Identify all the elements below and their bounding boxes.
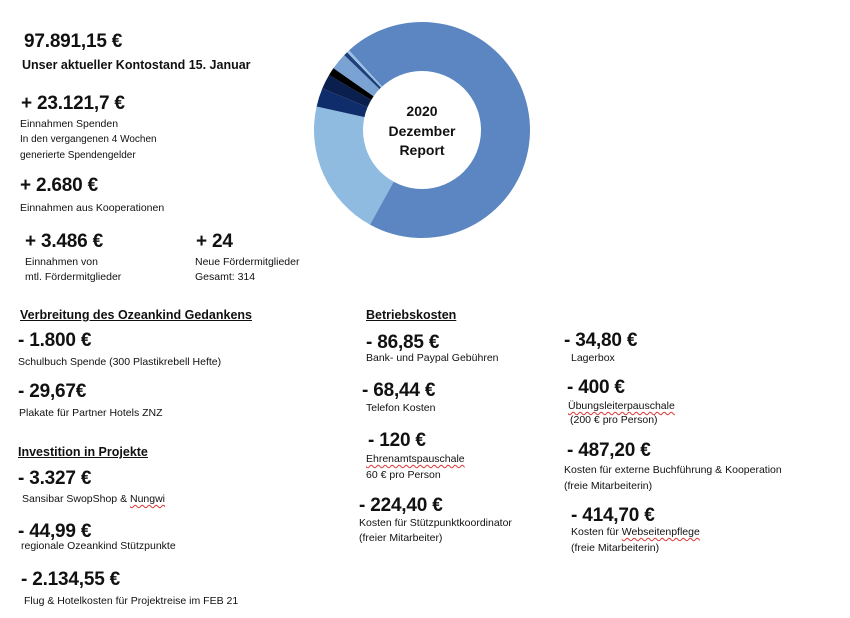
new-members-label-1: Neue Fördermitglieder xyxy=(195,256,300,268)
spread-item-amount: - 1.800 € xyxy=(18,330,92,351)
operating-item-label: Kosten für Stützpunktkoordinator xyxy=(359,517,512,529)
other-item-amount: - 400 € xyxy=(567,377,625,398)
other-item-label: Lagerbox xyxy=(571,352,615,364)
other-item-label: Übungsleiterpauschale xyxy=(568,400,675,412)
members-amount: + 3.486 € xyxy=(25,231,103,252)
operating-item-note: 60 € pro Person xyxy=(366,469,441,481)
operating-item-amount: - 224,40 € xyxy=(359,495,443,516)
other-item-label: Kosten für externe Buchführung & Kooperation xyxy=(564,464,782,476)
other-item-amount: - 34,80 € xyxy=(564,330,638,351)
chart-center-year: 2020 xyxy=(406,103,438,119)
spread-item-label: Schulbuch Spende (300 Plastikrebell Hefte) xyxy=(18,356,222,368)
donations-label: Einnahmen Spenden xyxy=(20,118,119,130)
operating-item-amount: - 86,85 € xyxy=(366,332,440,353)
donations-amount: + 23.121,7 € xyxy=(21,93,125,114)
members-label-2: mtl. Fördermitglieder xyxy=(25,271,122,283)
operating-item-note: (freier Mitarbeiter) xyxy=(359,532,443,544)
new-members-label-2: Gesamt: 314 xyxy=(195,271,256,283)
spread-item-amount: - 29,67€ xyxy=(18,381,87,402)
members-label-1: Einnahmen von xyxy=(25,256,98,268)
other-item-note: (200 € pro Person) xyxy=(570,414,658,426)
report-donut-chart xyxy=(312,20,532,240)
other-item-note: (freie Mitarbeiterin) xyxy=(571,542,660,554)
project-item-amount: - 44,99 € xyxy=(18,521,92,542)
balance-label: Unser aktueller Kontostand 15. Januar xyxy=(22,58,251,72)
project-item-label: Sansibar SwopShop & Nungwi xyxy=(22,493,166,505)
donations-note-2: generierte Spendengelder xyxy=(20,150,136,161)
balance-amount: 97.891,15 € xyxy=(24,31,123,52)
other-item-label: Kosten für Webseitenpflege xyxy=(571,526,700,538)
cooperations-amount: + 2.680 € xyxy=(20,175,98,196)
other-item-note: (freie Mitarbeiterin) xyxy=(564,480,653,492)
project-item-label: regionale Ozeankind Stützpunkte xyxy=(21,540,176,552)
new-members-amount: + 24 xyxy=(196,231,233,252)
other-item-amount: - 487,20 € xyxy=(567,440,651,461)
operating-heading: Betriebskosten xyxy=(366,308,457,322)
operating-item-label: Telefon Kosten xyxy=(366,402,436,414)
operating-item-amount: - 120 € xyxy=(368,430,426,451)
projects-heading: Investition in Projekte xyxy=(18,445,148,459)
operating-item-label: Ehrenamtspauschale xyxy=(366,453,465,465)
chart-center-month: Dezember xyxy=(388,123,456,139)
operating-item-label: Bank- und Paypal Gebühren xyxy=(366,352,499,364)
project-item-amount: - 2.134,55 € xyxy=(21,569,121,590)
cooperations-label: Einnahmen aus Kooperationen xyxy=(20,202,165,214)
spread-item-label: Plakate für Partner Hotels ZNZ xyxy=(19,407,163,419)
donations-note-1: In den vergangenen 4 Wochen xyxy=(20,134,157,145)
spread-heading: Verbreitung des Ozeankind Gedankens xyxy=(20,308,253,322)
project-item-amount: - 3.327 € xyxy=(18,468,92,489)
chart-center-report: Report xyxy=(399,142,445,158)
operating-item-amount: - 68,44 € xyxy=(362,380,436,401)
project-item-label: Flug & Hotelkosten für Projektreise im FEB 21 xyxy=(24,595,239,607)
other-item-amount: - 414,70 € xyxy=(571,505,655,526)
